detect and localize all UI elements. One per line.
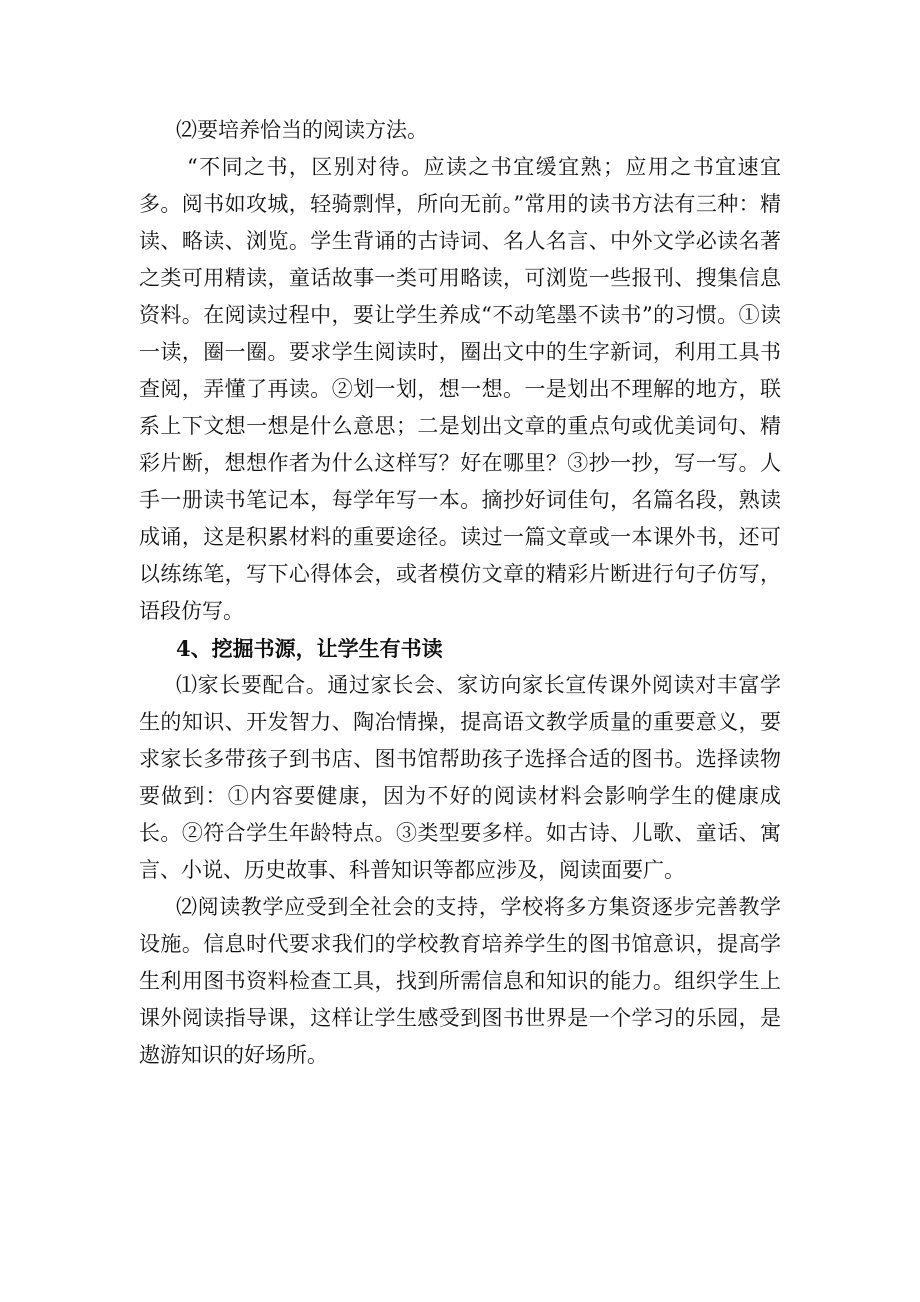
paragraph-reading-method: “不同之书，区别对待。应读之书宜缓宜熟；应用之书宜速宜多。阅书如攻城，轻骑剽悍，所向无前。”常用的读书方法有三种：精读、略读、浏览。学生背诵的古诗词、名人名言、中外文学必读名著之类可用精读，童话故事一类可用略读，可浏览一些报刊、搜集信息资料。在阅读过程中，要让学生养成“不动笔墨不读书”的习惯。①读一读，圈一圈。要求学生阅读时，圈出文中的生字新词，利用工具书查阅，弄懂了再读。②划一划，想一想。一是划出不理解的地方，联系上下文想一想是什么意思；二是划出文章的重点句或优美词句、精彩片断，想想作者为什么这样写？好在哪里？③抄一抄，写一写。人手一册读书笔记本，每学年写一本。摘抄好词佳句，名篇名段，熟读成诵，这是积累材料的重要途径。读过一篇文章或一本课外书，还可以练练笔，写下心得体会，或者模仿文章的精彩片断进行句子仿写，语段仿写。 [139, 155, 781, 623]
paragraph-society-support: ⑵阅读教学应受到全社会的支持，学校将多方集资逐步完善教学设施。信息时代要求我们的学校教育培养学生的图书馆意识，提高学生利用图书资料检查工具，找到所需信息和知识的能力。组织学生上课外阅读指导课，这样让学生感受到图书世界是一个学习的乐园，是遨游知识的好场所。 [139, 895, 781, 1067]
subheading-reading-method: ⑵要培养恰当的阅读方法。 [176, 118, 428, 142]
section-heading-book-sources: 4、挖掘书源，让学生有书读 [176, 636, 443, 661]
document-body [139, 112, 781, 1074]
paragraph-parents-cooperate: ⑴家长要配合。通过家长会、家访向家长宣传课外阅读对丰富学生的知识、开发智力、陶冶情操，提高语文教学质量的重要意义，要求家长多带孩子到书店、图书馆帮助孩子选择合适的图书。选择读物要做到：①内容要健康，因为不好的阅读材料会影响学生的健康成长。②符合学生年龄特点。③类型要多样。如古诗、儿歌、童话、寓言、小说、历史故事、科普知识等都应涉及，阅读面要广。 [139, 673, 781, 882]
